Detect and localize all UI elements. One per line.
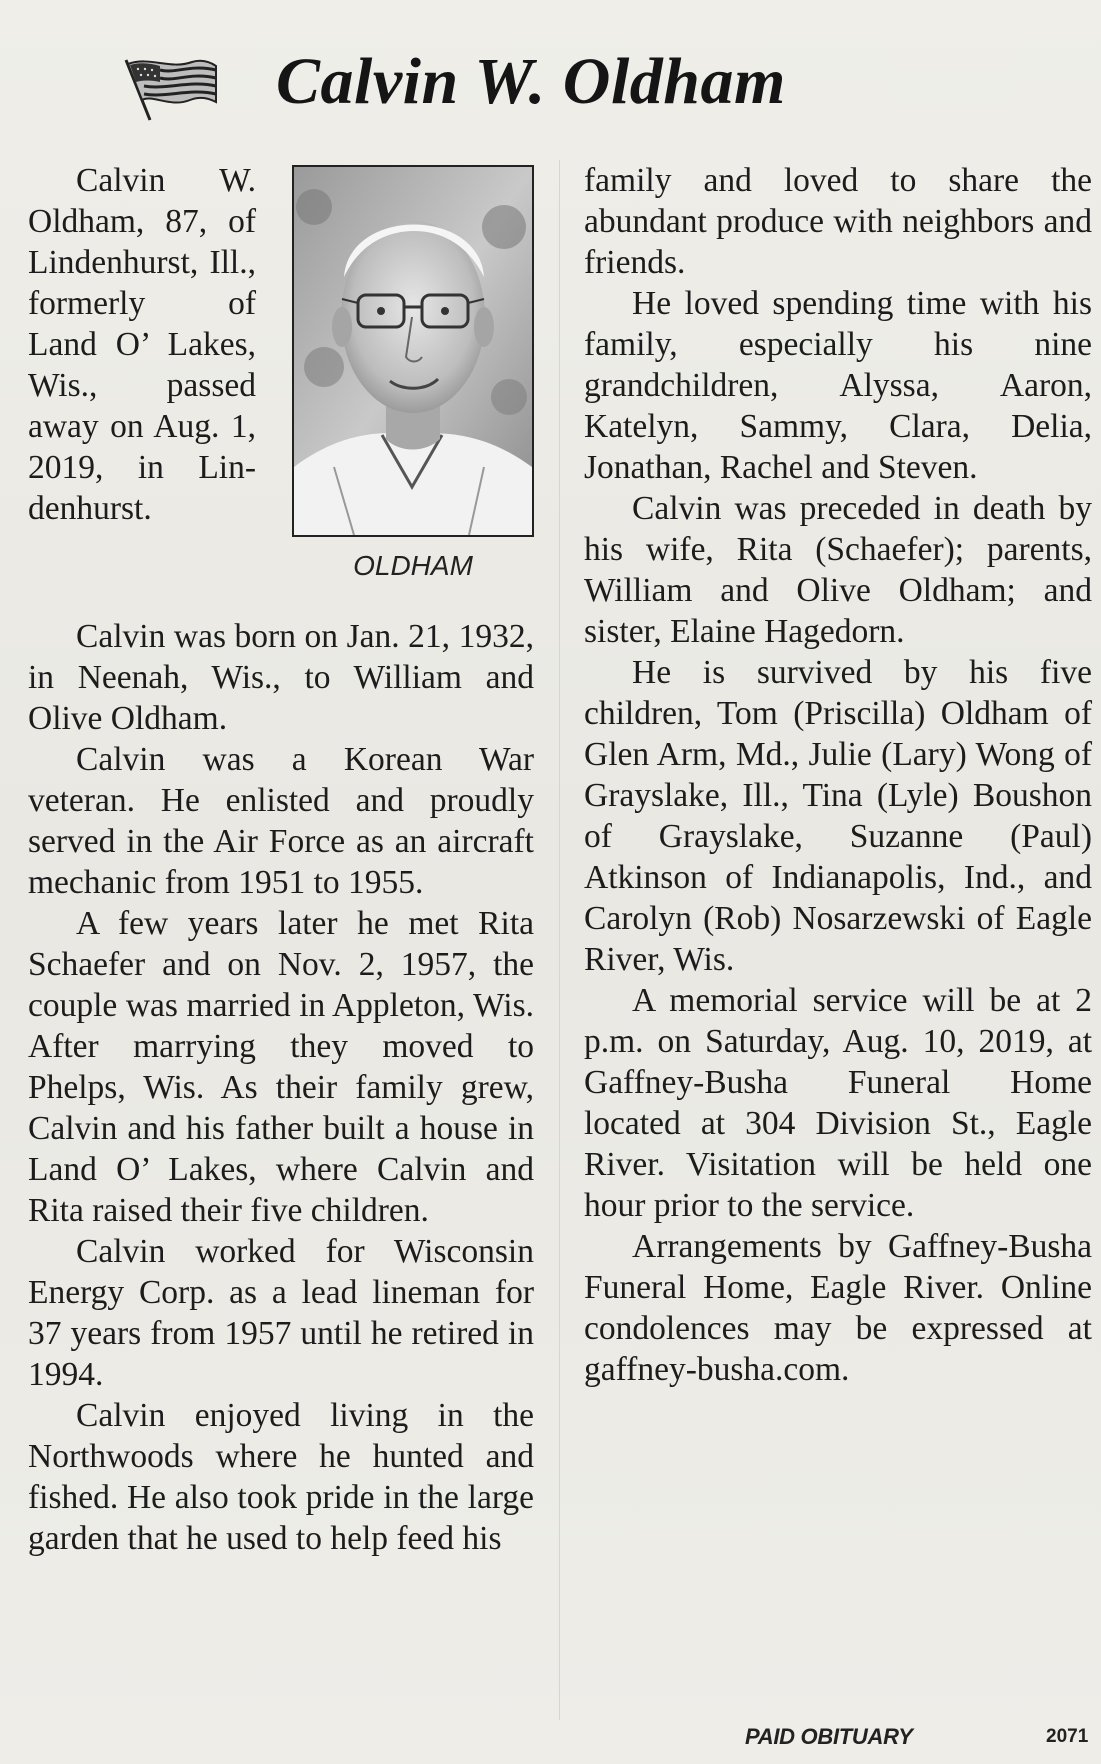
- obituary-header: [0, 40, 1101, 130]
- paragraph-birth: Calvin was born on Jan. 21, 1932, in Neenah, Wis., to William and Olive Oldham.: [28, 618, 534, 737]
- lead-text: Calvin W. Oldham, 87, of Lindenhurst, Ill., formerly of Land O’ Lakes, Wis., passed away on Aug. 1, 2019, in Lindenhurst.: [28, 162, 256, 527]
- portrait-illustration: [294, 167, 532, 535]
- american-flag-icon: [120, 54, 220, 124]
- paragraph-arrangements: Arrangements by Gaffney-Busha Funeral Home, Eagle River. Online condolences may be expressed at gaffney-busha.com.: [584, 1228, 1092, 1388]
- lead-paragraph: [28, 160, 256, 529]
- paragraph-hobbies: Calvin enjoyed living in the Northwoods where he hunted and fished. He also took pride in the large garden that he used to help feed his: [28, 1397, 534, 1557]
- paragraph-service: A memorial service will be at 2 p.m. on Saturday, Aug. 10, 2019, at Gaffney-Busha Funeral Home located at 304 Division St., Eagle River. Visitation will be held one hour prior to the service.: [584, 982, 1092, 1224]
- paragraph-grandchildren: He loved spending time with his family, especially his nine grandchildren, Alyssa, Aaron, Katelyn, Sammy, Clara, Delia, Jonathan, Rachel and Steven.: [584, 285, 1092, 486]
- ad-code: 2071: [1046, 1726, 1089, 1747]
- photo-caption: OLDHAM: [353, 550, 473, 581]
- paragraph-hobbies-cont: family and loved to share the abundant produce with neighbors and friends.: [584, 162, 1092, 281]
- portrait-photo: [292, 165, 534, 537]
- paragraph-preceded: Calvin was preceded in death by his wife, Rita (Schaefer); parents, William and Olive Oldham; and sister, Elaine Hagedorn.: [584, 490, 1092, 650]
- paragraph-marriage: A few years later he met Rita Schaefer and on Nov. 2, 1957, the couple was married in Appleton, Wis. After marrying they moved to Phelps, Wis. As their family grew, Calvin and his father built a house in Land O’ Lakes, where Calvin and Rita raised their five children.: [28, 905, 534, 1229]
- paid-obituary-label: PAID OBITUARY: [745, 1724, 913, 1749]
- column-right: [584, 160, 1092, 1390]
- paragraph-military: Calvin was a Korean War veteran. He enlisted and proudly served in the Air Force as an aircraft mechanic from 1951 to 1955.: [28, 741, 534, 901]
- page-title: Calvin W. Oldham: [276, 45, 786, 118]
- column-left: [28, 616, 534, 1559]
- paragraph-career: Calvin worked for Wisconsin Energy Corp. as a lead lineman for 37 years from 1957 until he retired in 1994.: [28, 1233, 534, 1393]
- paragraph-survived: He is survived by his five children, Tom (Priscilla) Oldham of Glen Arm, Md., Julie (Lary) Wong of Grayslake, Ill., Tina (Lyle) Boushon of Grayslake, Suzanne (Paul) Atkinson of Indianapolis, Ind., and Carolyn (Rob) Nosarzewski of Eagle River, Wis.: [584, 654, 1092, 978]
- column-divider: [559, 160, 560, 1720]
